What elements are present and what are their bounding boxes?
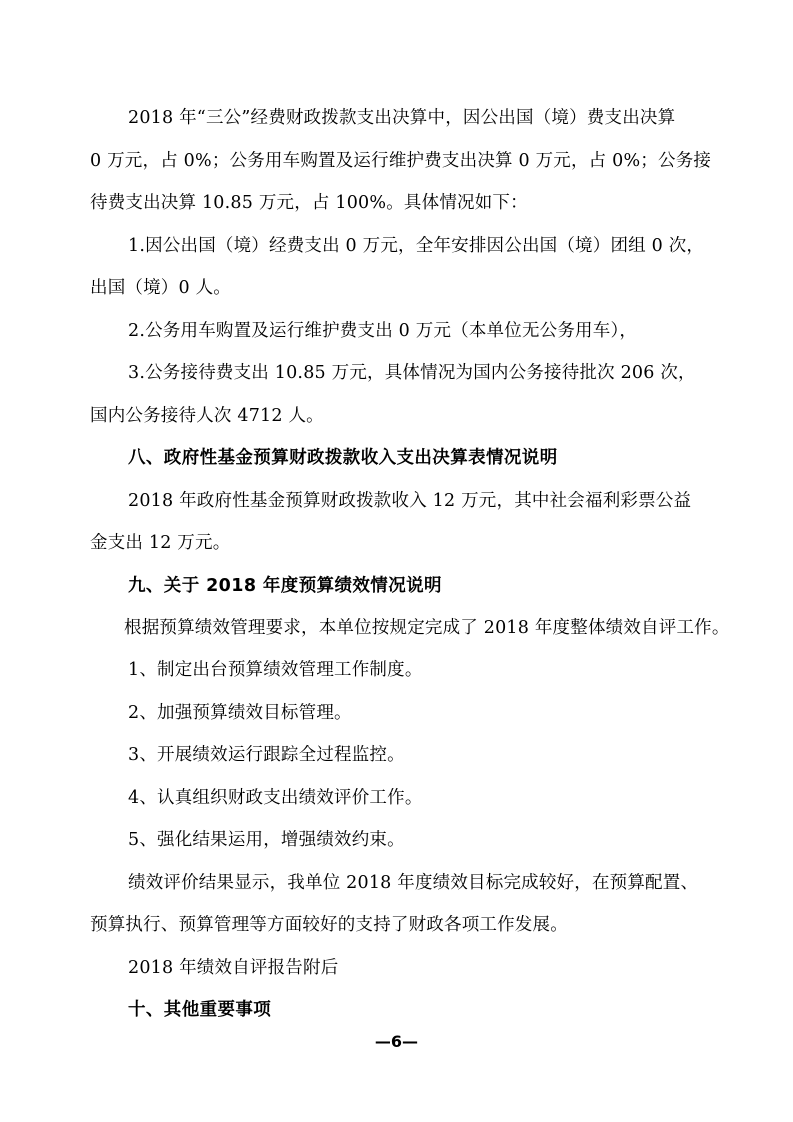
paragraph-line: 根据预算绩效管理要求，本单位按规定完成了 2018 年度整体绩效自评工作。 bbox=[124, 618, 730, 638]
page-number: —6— bbox=[374, 1032, 419, 1051]
list-item: 4、认真组织财政支出绩效评价工作。 bbox=[128, 788, 423, 808]
paragraph-line: 2018 年“三公”经费财政拨款支出决算中，因公出国（境）费支出决算 bbox=[128, 108, 676, 128]
list-item: 2、加强预算绩效目标管理。 bbox=[128, 703, 352, 723]
paragraph-line: 2018 年政府性基金预算财政拨款收入 12 万元，其中社会福利彩票公益 bbox=[128, 491, 692, 511]
paragraph-line: 绩效评价结果显示，我单位 2018 年度绩效目标完成较好，在预算配置、 bbox=[128, 873, 699, 893]
section-heading-10: 十、其他重要事项 bbox=[128, 1000, 272, 1020]
list-item: 5、强化结果运用，增强绩效约束。 bbox=[128, 830, 405, 850]
section-heading-8: 八、政府性基金预算财政拨款收入支出决算表情况说明 bbox=[128, 448, 558, 468]
paragraph-line: 国内公务接待人次 4712 人。 bbox=[90, 406, 324, 426]
paragraph-line: 出国（境）0 人。 bbox=[90, 278, 231, 298]
section-heading-9: 九、关于 2018 年度预算绩效情况说明 bbox=[128, 576, 442, 596]
paragraph-line: 金支出 12 万元。 bbox=[90, 533, 231, 553]
paragraph-line: 1.因公出国（境）经费支出 0 万元，全年安排因公出国（境）团组 0 次， bbox=[128, 236, 705, 256]
list-item: 1、制定出台预算绩效管理工作制度。 bbox=[128, 660, 423, 680]
paragraph-line: 2018 年绩效自评报告附后 bbox=[128, 958, 339, 978]
list-item: 3、开展绩效运行跟踪全过程监控。 bbox=[128, 745, 405, 765]
paragraph-line: 2.公务用车购置及运行维护费支出 0 万元（本单位无公务用车）， bbox=[128, 321, 638, 341]
paragraph-line: 待费支出决算 10.85 万元，占 100%。具体情况如下： bbox=[90, 193, 528, 213]
paragraph-line: 3.公务接待费支出 10.85 万元，具体情况为国内公务接待批次 206 次， bbox=[128, 363, 696, 383]
paragraph-line: 0 万元，占 0%；公务用车购置及运行维护费支出决算 0 万元，占 0%；公务接 bbox=[90, 151, 712, 171]
paragraph-line: 预算执行、预算管理等方面较好的支持了财政各项工作发展。 bbox=[90, 915, 568, 935]
